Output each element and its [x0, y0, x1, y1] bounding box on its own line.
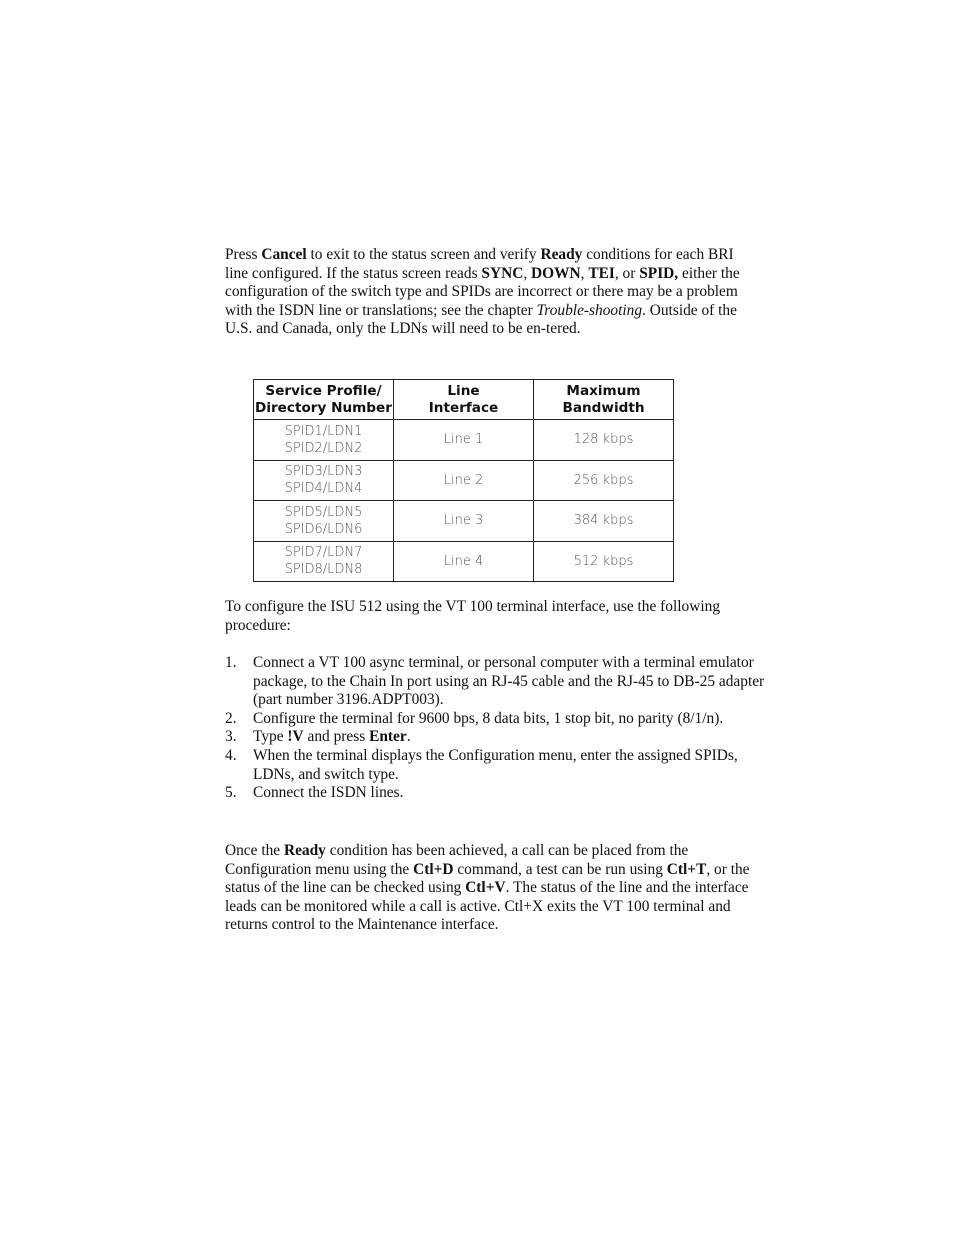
header-line: Directory Number — [255, 399, 392, 416]
header-line: Interface — [428, 399, 499, 416]
text: . The status of the line and the interface leads can be monitored while a call is active. Ctl+X exits the VT 100 terminal and returns control to the Maintenance interface. — [225, 879, 749, 934]
text: conditions for each BRI line configured. If the status screen reads — [225, 246, 734, 282]
step-text: Connect a VT 100 async terminal, or personal computer with a terminal emulator package, to the Chain In port using an RJ-45 cable and the RJ-45 to DB-25 adapter (part number 3196.ADPT003). — [253, 654, 765, 709]
table-row — [254, 420, 674, 461]
step-text: When the terminal displays the Configuration menu, enter the assigned SPIDs, LDNs, and switch type. — [253, 746, 738, 783]
step-number: 5. — [225, 784, 237, 802]
list-item — [225, 654, 765, 710]
step-text: and press — [303, 728, 370, 746]
text: either the configuration of the switch type and SPIDs are incorrect or there may be a problem with the ISDN line or translations; see the chapter — [225, 264, 740, 319]
line-cell: Line 4 — [394, 541, 534, 582]
bandwidth-cell: 128 kbps — [534, 420, 674, 461]
step-number: 1. — [225, 654, 237, 671]
step-text: . — [406, 728, 411, 746]
spid-cell — [254, 541, 394, 582]
header-service-profile — [254, 380, 394, 420]
text: command, a test can be run using — [453, 860, 667, 878]
text: Press — [225, 246, 262, 263]
troubleshooting-chapter-ref: Trouble-shooting — [536, 301, 643, 319]
header-maximum-bandwidth — [534, 380, 674, 420]
cancel-key: Cancel — [261, 246, 307, 263]
header-line: Maximum — [566, 382, 641, 399]
ctl-t-command: Ctl+T — [666, 860, 707, 878]
list-item — [225, 784, 765, 803]
table-row — [254, 501, 674, 542]
text: to exit to the status screen and verify — [306, 246, 541, 263]
text: , or — [614, 264, 640, 282]
step-text: Configure the terminal for 9600 bps, 8 data bits, 1 stop bit, no parity (8/1/n). — [253, 709, 724, 727]
text: condition has been achieved, a call can be placed from the Configuration menu using the — [225, 842, 689, 878]
header-line: Line — [447, 382, 480, 399]
status-verification-paragraph — [225, 246, 760, 339]
line-cell: Line 1 — [394, 420, 534, 461]
step-text: Connect the ISDN lines. — [253, 784, 404, 802]
procedure-steps-list — [225, 654, 765, 803]
procedure-intro-paragraph: To configure the ISU 512 using the VT 100 terminal interface, use the following procedure: — [225, 598, 721, 634]
spid-table — [253, 379, 674, 582]
step-number: 4. — [225, 746, 237, 764]
spid-value: SPID3/LDN3 — [284, 464, 363, 480]
spid-value: SPID1/LDN1 — [284, 423, 363, 439]
spid-value: SPID7/LDN7 — [284, 545, 363, 561]
table-header-row — [254, 380, 674, 420]
list-item — [225, 747, 765, 784]
header-line-interface — [394, 380, 534, 420]
table-row — [254, 460, 674, 501]
step-number: 3. — [225, 728, 237, 746]
list-item — [225, 710, 765, 729]
spid-value: SPID5/LDN5 — [284, 504, 363, 520]
spid-cell — [254, 460, 394, 501]
spid-value: SPID2/LDN2 — [284, 440, 363, 456]
spid-cell — [254, 501, 394, 542]
spid-value: SPID4/LDN4 — [284, 481, 363, 497]
bandwidth-cell: 256 kbps — [534, 460, 674, 501]
line-cell: Line 2 — [394, 460, 534, 501]
v-command: !V — [287, 728, 304, 746]
step-number: 2. — [225, 709, 237, 727]
text: . Outside of the U.S. and Canada, only the LDNs will need to be en-tered. — [225, 301, 737, 338]
spid-value: SPID8/LDN8 — [284, 562, 363, 578]
header-line: Bandwidth — [562, 399, 645, 416]
tei-term: TEI — [588, 264, 615, 282]
ready-term: Ready — [283, 842, 326, 859]
text: , or the status of the line can be checked using — [225, 860, 750, 897]
ready-term: Ready — [540, 246, 583, 263]
list-item — [225, 728, 765, 747]
text: , — [580, 264, 589, 282]
spid-cell — [254, 420, 394, 461]
table-row — [254, 541, 674, 582]
bandwidth-cell: 512 kbps — [534, 541, 674, 582]
header-line: Service Profile/ — [265, 382, 382, 399]
line-cell: Line 3 — [394, 501, 534, 542]
ctl-d-command: Ctl+D — [413, 860, 454, 878]
spid-term: SPID, — [639, 264, 679, 282]
spid-value: SPID6/LDN6 — [284, 521, 363, 537]
step-text: Type — [253, 728, 288, 746]
ctl-v-command: Ctl+V — [465, 879, 506, 897]
text: , — [523, 264, 532, 282]
down-term: DOWN — [531, 264, 581, 282]
ready-condition-paragraph — [225, 842, 760, 935]
sync-term: SYNC — [481, 264, 524, 282]
enter-key: Enter — [369, 728, 407, 746]
text: Once the — [225, 842, 284, 859]
bandwidth-cell: 384 kbps — [534, 501, 674, 542]
